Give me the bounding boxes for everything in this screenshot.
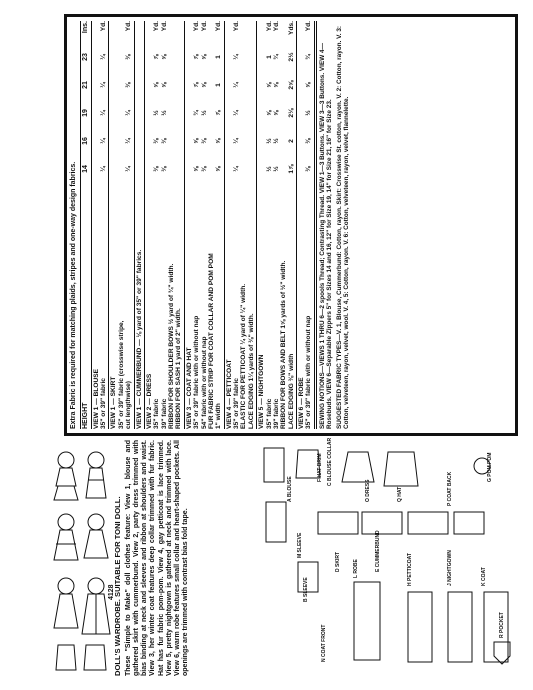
row-value: ¼ — [100, 54, 108, 60]
row-value — [208, 127, 215, 155]
row-value: ¼ — [100, 110, 108, 116]
row-value: ¼ — [233, 54, 241, 60]
row-label: cut lengthwise) — [125, 381, 133, 429]
row-value — [240, 43, 247, 71]
row-label: FUR FABRIC STRIP FOR COAT COLLAR AND POM POM — [207, 253, 215, 429]
section-title: VIEW 1 — SKIRT — [110, 376, 118, 429]
row-label: 35" or 39" fabric with or without nap — [193, 315, 201, 429]
chart-row — [208, 21, 215, 429]
chart-section — [225, 21, 258, 429]
yardage-chart-frame — [64, 14, 518, 436]
row-value — [248, 155, 255, 183]
row-value: ⅜ — [160, 138, 168, 144]
row-unit: Yd. — [125, 21, 133, 32]
chart-row — [248, 21, 255, 429]
row-value: ¼ — [100, 82, 108, 88]
row-value — [248, 127, 255, 155]
row-label: 35" fabric — [265, 398, 273, 429]
row-value: 1 — [215, 83, 223, 87]
piece-label: M SLEEVE — [297, 532, 303, 558]
row-unit: Yd. — [200, 21, 208, 32]
sewing-notions: SEWING NOTIONS—VIEWS 1 THRU 6—2 spools Thread; Contrasting Thread. VIEW 1—3 Buttons. VIEW 3—3 Buttons. VIEW 4—Rosebuds. VIEW 6—Separable Zippers 5" for Sizes 14 and 16, 12" for Size 19, 14" for Size 21, 16" for Size 23. — [318, 43, 334, 429]
row-value — [118, 43, 125, 71]
height-label: HEIGHT — [81, 402, 89, 429]
description-body: These "Simple to Make" doll clothes feature: View 1, blouse and gathered skirt with cummerbund. View 2, party dress trimmed with bias binding at neck and sleeves and ribbon at shoulders and waist. View 3, her winter coat features deep collar trimmed with fur fabric. Hat has fur fabric pom-pom. View 4, gay petticoat is lace trimmed. View 5, pretty nightgown is gathered at neck and trimmed with lace. View 6, warm robe features small collar and heart-shaped pockets. All openings are trimmed with contrast bias fold tape. — [124, 440, 190, 676]
chart-section — [257, 21, 297, 429]
row-value: ½ — [272, 166, 280, 172]
row-value — [168, 71, 175, 99]
doll-illustrations — [52, 440, 112, 675]
row-value — [280, 71, 287, 99]
description-title: DOLL'S WARDROBE. SUITABLE FOR TONI DOLL. — [113, 496, 122, 676]
row-value: ⅝ — [153, 82, 161, 88]
row-value — [208, 155, 215, 183]
section-title: VIEW 1 — BLOUSE — [92, 368, 100, 429]
piece-label: N COAT FRONT — [321, 624, 327, 662]
chart-section — [145, 21, 185, 429]
row-value — [175, 155, 182, 183]
chart-row — [161, 21, 168, 429]
row-value: ½ — [153, 110, 161, 116]
row-value: ¼ — [233, 138, 241, 144]
row-value: ⅜ — [153, 166, 161, 172]
row-value: ⅜ — [153, 138, 161, 144]
row-label: 35" or 39" fabric with or without nap — [305, 315, 313, 429]
piece-label: B SLEEVE — [303, 577, 309, 602]
row-unit: Yd. — [305, 21, 313, 32]
row-value: ¼ — [125, 166, 133, 172]
row-unit: Yd. — [233, 21, 241, 32]
row-label: 35" or 39" fabric (crosswise stripe, — [117, 320, 125, 429]
row-label: LACE EDGING ⅜" width — [287, 353, 295, 429]
row-unit: Yd. — [265, 21, 273, 32]
piece-label: A BLOUSE — [287, 476, 293, 502]
size-col: 19 — [81, 109, 89, 117]
chart-row — [100, 21, 107, 429]
row-value: ⅞ — [153, 54, 161, 60]
pattern-number: 4128 — [108, 584, 115, 600]
row-value — [240, 99, 247, 127]
row-value: ⅝ — [305, 82, 313, 88]
row-value: ½ — [272, 138, 280, 144]
row-value — [248, 99, 255, 127]
chart-row — [288, 21, 295, 429]
section-title: VIEW 5 — NIGHTGOWN — [258, 354, 266, 429]
row-value: ⅜ — [125, 54, 133, 60]
row-value: ⅝ — [200, 82, 208, 88]
row-value: ⅞ — [193, 54, 201, 60]
row-value: ½ — [200, 110, 208, 116]
chart-row — [280, 21, 287, 429]
row-value: ¼ — [233, 110, 241, 116]
chart-row — [273, 21, 280, 429]
row-value — [248, 43, 255, 71]
row-value: ⅝ — [193, 166, 201, 172]
chart-row — [240, 21, 247, 429]
chart-row — [233, 21, 240, 429]
row-value — [175, 71, 182, 99]
row-unit: Yd. — [193, 21, 201, 32]
chart-row — [168, 21, 175, 429]
pattern-pieces-diagram — [258, 442, 520, 674]
row-value — [168, 43, 175, 71]
description-block — [114, 440, 254, 676]
piece-label: D SKIRT — [335, 552, 341, 572]
piece-label: G POM POM — [487, 452, 493, 482]
row-value: 1 — [265, 55, 273, 59]
chart-notes — [316, 21, 350, 429]
row-unit: Yd. — [160, 21, 168, 32]
chart-section — [109, 21, 134, 429]
row-label: RIBBON FOR SASH 1 yard of 2" width. — [175, 308, 183, 429]
yardage-chart — [64, 14, 518, 436]
row-value: ¼ — [233, 82, 241, 88]
row-value — [240, 155, 247, 183]
piece-label: O DRESS — [365, 479, 371, 502]
chart-row — [215, 21, 222, 429]
row-unit — [240, 21, 247, 43]
chart-header-row — [82, 21, 92, 429]
pattern-pieces — [258, 437, 520, 674]
row-value: ¾ — [305, 54, 313, 60]
row-value — [168, 99, 175, 127]
row-value: ⅜ — [305, 166, 313, 172]
row-value: 2½ — [287, 52, 295, 62]
piece-label: C BLOUSE COLLAR — [327, 437, 333, 486]
row-value: ¼ — [125, 110, 133, 116]
row-value: ⅝ — [200, 54, 208, 60]
row-label: 1" width — [215, 403, 223, 429]
row-label: RIBBON FOR BOWS AND BELT 1⅝ yards of ½" width. — [280, 260, 288, 429]
chart-intro: Extra Fabric is required for matching plaids, stripes and one-way design fabrics. — [70, 21, 81, 429]
row-label: 39" fabric — [160, 398, 168, 429]
row-label: RIBBON FOR SHOULDER BOWS ½ yard of ¾" width. — [168, 263, 176, 429]
description-frame — [114, 440, 254, 676]
row-value: ¼ — [100, 138, 108, 144]
row-unit — [118, 21, 125, 43]
row-label: 35" fabric — [153, 398, 161, 429]
row-value: ⅞ — [215, 110, 223, 116]
row-value — [240, 71, 247, 99]
row-value — [175, 127, 182, 155]
row-value: ⅜ — [125, 82, 133, 88]
piece-label: Q HAT — [397, 486, 403, 502]
section-title: VIEW 3 — COAT AND HAT — [185, 347, 193, 429]
row-value: ⅜ — [200, 166, 208, 172]
section-title: VIEW 2 — DRESS — [145, 373, 153, 429]
row-value: ½ — [265, 138, 273, 144]
size-col: 21 — [81, 81, 89, 89]
chart-row — [305, 21, 312, 429]
row-value — [280, 127, 287, 155]
row-label: 54" fabric with or without nap — [200, 336, 208, 429]
chart-row — [125, 21, 132, 429]
size-col: 14 — [81, 165, 89, 173]
row-unit: Yd. — [100, 21, 108, 32]
chart-row — [193, 21, 200, 429]
unit-col: Ins. — [81, 21, 89, 34]
row-value: 1 — [215, 55, 223, 59]
row-value — [280, 155, 287, 183]
row-value — [208, 99, 215, 127]
row-value — [240, 127, 247, 155]
row-label: LACE EDGING 1¼ yards of ⅜" width. — [247, 313, 255, 429]
row-label: ELASTIC FOR PETTICOAT ¼ yard of ¼" width. — [240, 283, 248, 429]
chart-row — [153, 21, 160, 429]
row-value: ¾ — [272, 54, 280, 60]
row-value: ⅜ — [305, 138, 313, 144]
row-value: ¼ — [233, 166, 241, 172]
row-value: ⅝ — [160, 54, 168, 60]
row-value: ½ — [305, 110, 313, 116]
row-value — [208, 71, 215, 99]
chart-section — [297, 21, 315, 429]
doll-views-illustration — [52, 440, 112, 675]
row-value: ¼ — [125, 138, 133, 144]
row-value: 2 — [287, 139, 295, 143]
row-unit — [208, 21, 215, 43]
row-value: ⅝ — [265, 110, 273, 116]
row-unit: Yd. — [215, 21, 223, 32]
chart-row — [266, 21, 273, 429]
piece-label: J NIGHTGOWN — [447, 550, 453, 586]
piece-label: F HAT BRIM — [317, 453, 323, 482]
row-value — [208, 43, 215, 71]
chart-row — [201, 21, 208, 429]
row-value: ¼ — [100, 166, 108, 172]
piece-label: K COAT — [481, 567, 487, 586]
row-value: ⅝ — [215, 166, 223, 172]
row-label: 39" fabric — [272, 398, 280, 429]
row-value: ⅝ — [160, 82, 168, 88]
row-value: 2⅝ — [287, 80, 295, 90]
row-value: ⅞ — [193, 82, 201, 88]
row-value — [168, 127, 175, 155]
size-col: 16 — [81, 137, 89, 145]
row-label: 35" or 39" fabric — [233, 378, 241, 429]
size-col: 23 — [81, 53, 89, 61]
row-value — [168, 155, 175, 183]
row-unit — [280, 21, 287, 43]
row-unit: Yd. — [153, 21, 161, 32]
row-value: ⅝ — [272, 82, 280, 88]
row-unit: Yds. — [287, 21, 295, 35]
chart-row — [118, 21, 125, 429]
piece-label: P COAT BACK — [447, 471, 453, 506]
row-unit — [248, 21, 255, 43]
fabric-types: SUGGESTED FABRIC TYPES—V. 1, Blouse, Cummerbund: Cotton, rayon. Skirt: Crosswise St. cotton, rayon. V. 2: Cotton, rayon. V. 3: Cotton, velveteen, rayon, velvet, wool. V. 4, 5: Cotton, rayon. V. 6: Cotton, velveteen, rayon, velvet, flannelette. — [335, 25, 350, 429]
chart-row — [175, 21, 182, 429]
row-unit — [168, 21, 175, 43]
row-value: ⅝ — [272, 110, 280, 116]
row-value: ⅝ — [265, 82, 273, 88]
row-unit: Yd. — [272, 21, 280, 32]
chart-section — [185, 21, 225, 429]
row-label: 35" or 39" fabric — [100, 378, 108, 429]
row-unit — [175, 21, 182, 43]
row-value: 1⅞ — [287, 164, 295, 174]
section-title: VIEW 4 — PETTICOAT — [225, 359, 233, 429]
piece-label: H PETTICOAT — [407, 553, 413, 586]
row-value — [280, 99, 287, 127]
chart-sections — [92, 21, 315, 429]
section-title: VIEW 6 — ROBE — [298, 377, 306, 429]
section-title: VIEW 1 — CUMMERBUND — ⅛ yard of 35" or 39" fabrics. — [135, 249, 143, 429]
chart-section — [92, 21, 110, 429]
row-value: ⅝ — [193, 138, 201, 144]
row-value: 2⅛ — [287, 108, 295, 118]
row-value — [280, 43, 287, 71]
piece-label: L ROBE — [353, 559, 359, 578]
row-value: ⅜ — [200, 138, 208, 144]
row-value — [248, 71, 255, 99]
row-value — [175, 43, 182, 71]
row-value — [175, 99, 182, 127]
row-value: ¾ — [193, 110, 201, 116]
piece-label: E CUMMERBUND — [375, 530, 381, 572]
row-value: ½ — [160, 110, 168, 116]
chart-section — [135, 21, 145, 429]
piece-label: R POCKET — [499, 612, 505, 638]
row-value: ½ — [265, 166, 273, 172]
row-value: ⅜ — [160, 166, 168, 172]
row-value — [118, 71, 125, 99]
row-value: ⅝ — [215, 138, 223, 144]
